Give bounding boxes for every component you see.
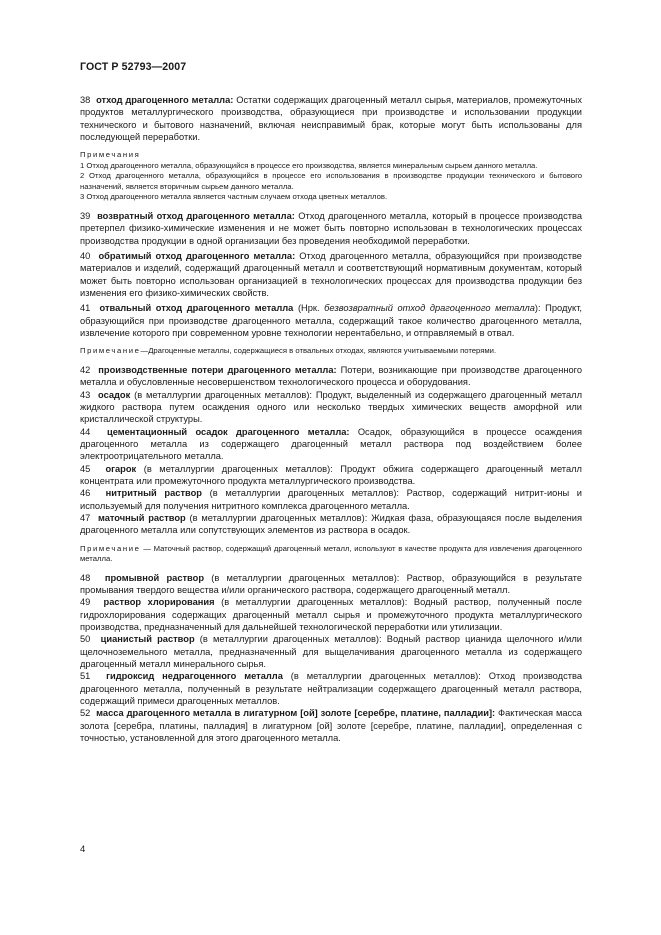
- entry-45: 45 огарок (в металлургии драгоценных металлов): Продукт обжига содержащего драгоценный металл концентрата или промежуточного продукта металлургического производства.: [80, 463, 582, 486]
- term: нитритный раствор: [105, 488, 202, 499]
- term: огарок: [105, 463, 137, 474]
- entry-40: 40 обратимый отход драгоценного металла: Отход драгоценного металла, образующийся при производстве материалов и изделий, содержащий драгоценный металл и соответствующий нормативным документам, который может быть повторно использован организацией в технологических процессах для производства продукции без изменения его физико-химических свойств.: [80, 250, 582, 298]
- term: раствор хлорирования: [103, 597, 215, 608]
- entry-46: 46 нитритный раствор (в металлургии драгоценных металлов): Раствор, содержащий нитрит-ионы и используемый для получения нитритного комплекса драгоценного металла.: [80, 488, 582, 511]
- entry-51: 51 гидроксид недрагоценного металла (в металлургии драгоценных металлов): Отход производства драгоценного металла, полученный в результате нейтрализации содержащего драгоценный металл раствора, содержащий примеси драгоценных металлов.: [80, 671, 582, 707]
- term: маточный раствор: [97, 512, 186, 523]
- entry-50: 50 цианистый раствор (в металлургии драгоценных металлов): Водный раствор цианида щелочного и/или щелочноземельного металла, предназначенный для выщелачивания драгоценного металла из содержащего драгоценный металл минерального сырья.: [80, 634, 582, 670]
- note-item: 3 Отход драгоценного металла является частным случаем отхода цветных металлов.: [80, 192, 388, 202]
- term: отход драгоценного металла:: [96, 95, 234, 105]
- term: масса драгоценного металла в лигатурном [ой] золоте [серебре, платине, палладии]:: [96, 708, 496, 719]
- document-body: [80, 94, 582, 744]
- entry-52: 52 масса драгоценного металла в лигатурном [ой] золоте [серебре, платине, палладии]: Фактическая масса золота [серебра, платины, палладия] в лигатурном [ой] золоте [серебре, платине, палладии], определенная с точностью, установленной для этого драгоценного металла.: [80, 708, 582, 744]
- entry-43: 43 осадок (в металлургии драгоценных металлов): Продукт, выделенный из содержащего драгоценный металл жидкого раствора путем осаждения одного или несколько твердых химических веществ аморфной или кристаллической структуры.: [80, 389, 582, 425]
- note-41: Примечание—Драгоценные металлы, содержащиеся в отвальных отходах, являются учитываемыми потерями.: [80, 346, 497, 356]
- term: гидроксид недрагоценного металла: [106, 671, 283, 682]
- entry-41: 41 отвальный отход драгоценного металла (Нрк. безвозвратный отход драгоценного металла): Продукт, образующийся при производстве драгоценного металла, содержащий такое количество драгоценного металла, извлечение которого при современном уровне технологии нерентабельно, и отправляемый в отвал.: [80, 303, 583, 338]
- term: осадок: [98, 389, 131, 400]
- page-number: 4: [80, 844, 86, 855]
- entry-48: 48 промывной раствор (в металлургии драгоценных металлов): Раствор, образующийся в результате промывания твердого вещества и/или органического раствора, содержащего драгоценный металл.: [80, 572, 582, 595]
- entry-49: 49 раствор хлорирования (в металлургии драгоценных металлов): Водный раствор, полученный после гидрохлорирования содержащих драгоценный металл сырья и промежуточного продукта металлургического производства, предназначенный для дальнейшей технологической переработки или утилизации.: [80, 597, 582, 632]
- term: возвратный отход драгоценного металла:: [97, 210, 295, 221]
- page-header: ГОСТ Р 52793—2007: [80, 61, 187, 73]
- entry-42: 42 производственные потери драгоценного металла: Потери, возникающие при производстве драгоценного металла и обусловленные несовершенством технологического процесса и оборудования.: [80, 364, 582, 388]
- term: цианистый раствор: [100, 634, 195, 645]
- entry-47: 47 маточный раствор (в металлургии драгоценных металлов): Жидкая фаза, образующаяся после выделения драгоценного металла или сопутствующих элементов из раствора в осадок.: [80, 512, 583, 536]
- note-47: Примечание — Маточный раствор, содержащий драгоценный металл, используют в качестве продукта для извлечения драгоценного металла.: [80, 543, 582, 564]
- entry-39: 39 возвратный отход драгоценного металла: Отход драгоценного металла, который в процессе производства претерпел физико-химические изменения и не может быть повторно использован в технологических процессах производства продукции в одной организации без проведения необходимой переработки.: [80, 210, 583, 246]
- note-item: 1 Отход драгоценного металла, образующийся в процессе его производства, является минеральным сырьем данного металла.: [80, 160, 538, 170]
- entry-38: 38 отход драгоценного металла: Остатки содержащих драгоценный металл сырья, материалов, промежуточных продуктов металлургического производства, образующиеся при производстве и использовании продукции технического и бытового назначений, включая неисправимый брак, которые могут быть использованы для последующей переработки.: [80, 95, 582, 143]
- deprecated-term: безвозвратный отход драгоценного металла: [324, 303, 535, 314]
- term: обратимый отход драгоценного металла:: [98, 250, 296, 261]
- term: цементационный осадок драгоценного металла:: [107, 426, 350, 437]
- term: промывной раствор: [104, 572, 205, 583]
- term: производственные потери драгоценного металла:: [98, 364, 337, 375]
- note-item: 2 Отход драгоценного металла, образующийся в процессе его использования в производстве продукции технического и бытового назначений, является вторичным сырьем данного металла.: [80, 171, 582, 191]
- notes-heading: Примечания: [80, 150, 141, 160]
- entry-44: 44 цементационный осадок драгоценного металла: Осадок, образующийся в процессе осаждения драгоценного металла из содержащего драгоценный металл раствора под воздействием более электроотрицательного металла.: [80, 426, 582, 462]
- term: отвальный отход драгоценного металла: [99, 303, 294, 314]
